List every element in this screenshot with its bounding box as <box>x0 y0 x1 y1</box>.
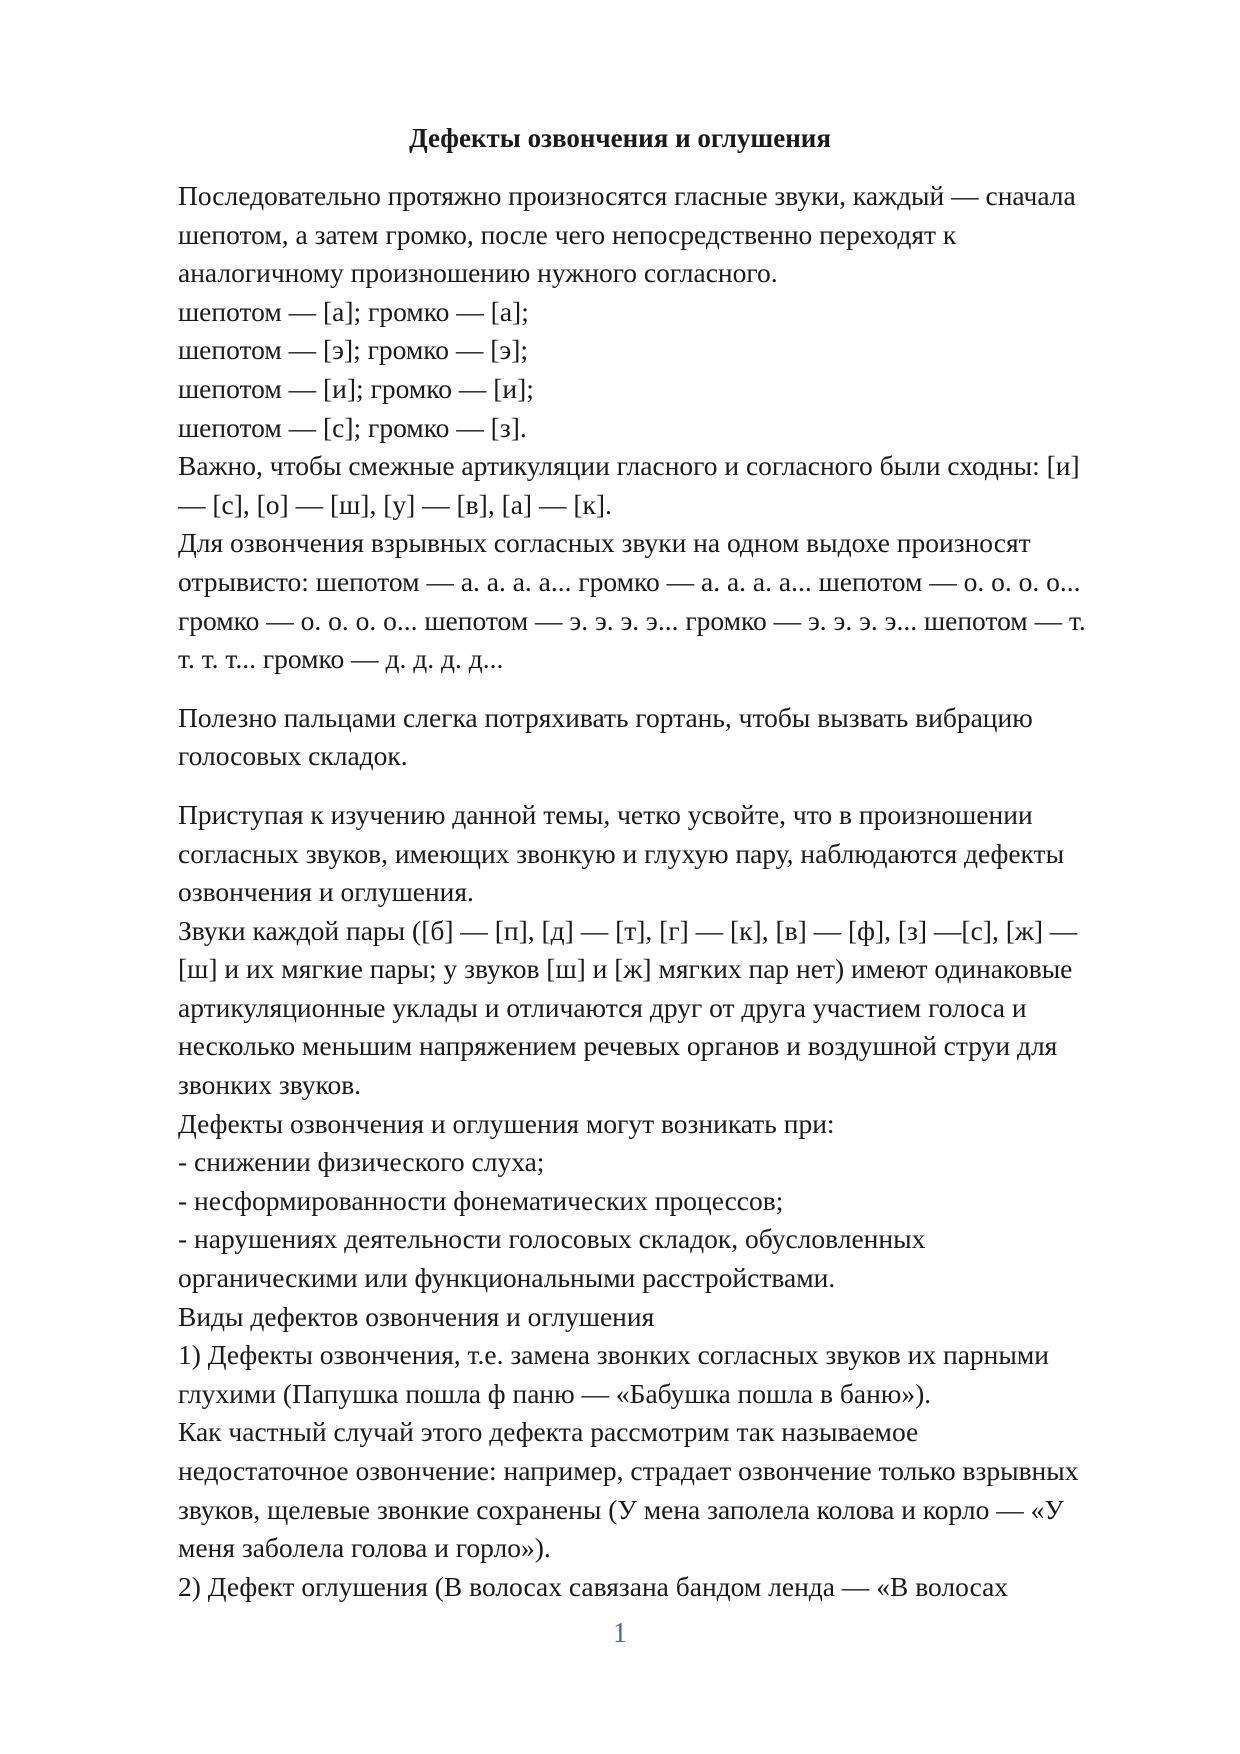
text-line: Для озвончения взрывных согласных звуки на одном выдохе произносят <box>178 527 1031 559</box>
paragraph-gap <box>178 679 1158 699</box>
text-line: [ш] и их мягкие пары; у звуков [ш] и [ж] мягких пар нет) имеют одинаковые <box>178 953 1073 985</box>
text-line: Важно, чтобы смежные артикуляции гласного и согласного были сходны: [и] <box>178 450 1080 482</box>
text-line: шепотом — [э]; громко — [э]; <box>178 334 529 366</box>
text-line: озвончения и оглушения. <box>178 876 474 908</box>
text-line: отрывисто: шепотом — а. а. а. а... громко — а. а. а. а... шепотом — о. о. о. о... <box>178 565 1081 597</box>
text-line: Последовательно протяжно произносятся гласные звуки, каждый — сначала <box>178 180 1076 211</box>
text-line: шепотом — [с]; громко — [з]. <box>178 411 527 443</box>
document-body <box>178 177 1158 1606</box>
text-line: меня заболела голова и горло»). <box>178 1532 551 1564</box>
text-line: т. т. т... громко — д. д. д. д... <box>178 643 504 675</box>
text-line: 1) Дефекты озвончения, т.е. замена звонких согласных звуков их парными <box>178 1339 1049 1371</box>
page-number: 1 <box>613 1618 627 1649</box>
text-line: шепотом — [а]; громко — [а]; <box>178 295 529 327</box>
text-line: - нарушениях деятельности голосовых складок, обусловленных <box>178 1223 926 1255</box>
text-line: Как частный случай этого дефекта рассмотрим так называемое <box>178 1416 919 1448</box>
text-line: громко — о. о. о. о... шепотом — э. э. э. э... громко — э. э. э. э... шепотом — т. <box>178 604 1086 636</box>
text-line: голосовых складок. <box>178 740 408 772</box>
text-line: недостаточное озвончение: например, страдает озвончение только взрывных <box>178 1455 1079 1486</box>
text-line: Виды дефектов озвончения и оглушения <box>178 1300 655 1332</box>
text-line: артикуляционные уклады и отличаются друг от друга участием голоса и <box>178 991 1027 1023</box>
text-line: шепотом, а затем громко, после чего непосредственно переходят к <box>178 218 957 250</box>
text-line: согласных звуков, имеющих звонкую и глухую пару, наблюдаются дефекты <box>178 837 1065 869</box>
text-line: Дефекты озвончения и оглушения могут возникать при: <box>178 1107 835 1139</box>
text-line: - снижении физического слуха; <box>178 1146 545 1178</box>
text-line: Полезно пальцами слегка потряхивать гортань, чтобы вызвать вибрацию <box>178 701 1033 733</box>
text-line: Приступая к изучению данной темы, четко усвойте, что в произношении <box>178 798 1033 830</box>
text-line: глухими (Папушка пошла ф паню — «Бабушка пошла в баню»). <box>178 1377 932 1409</box>
text-line: — [с], [о] — [ш], [у] — [в], [а] — [к]. <box>178 488 612 520</box>
paragraph-gap <box>178 776 1158 796</box>
text-line: несколько меньшим напряжением речевых органов и воздушной струи для <box>178 1030 1058 1062</box>
text-line: 2) Дефект оглушения (В волосах савязана бандом ленда — «В волосах <box>178 1570 1009 1602</box>
text-line: аналогичному произношению нужного согласного. <box>178 257 778 289</box>
text-line: шепотом — [и]; громко — [и]; <box>178 372 534 404</box>
text-line: Звуки каждой пары ([б] — [п], [д] — [т], [г] — [к], [в] — [ф], [з] —[с], [ж] — <box>178 914 1078 946</box>
text-line: - несформированности фонематических процессов; <box>178 1184 784 1216</box>
text-line: звонких звуков. <box>178 1069 362 1101</box>
text-line: органическими или функциональными расстройствами. <box>178 1262 836 1294</box>
text-line: звуков, щелевые звонкие сохранены (У мена заполела колова и корло — «У <box>178 1493 1064 1525</box>
page-title: Дефекты озвончения и оглушения <box>409 123 831 153</box>
